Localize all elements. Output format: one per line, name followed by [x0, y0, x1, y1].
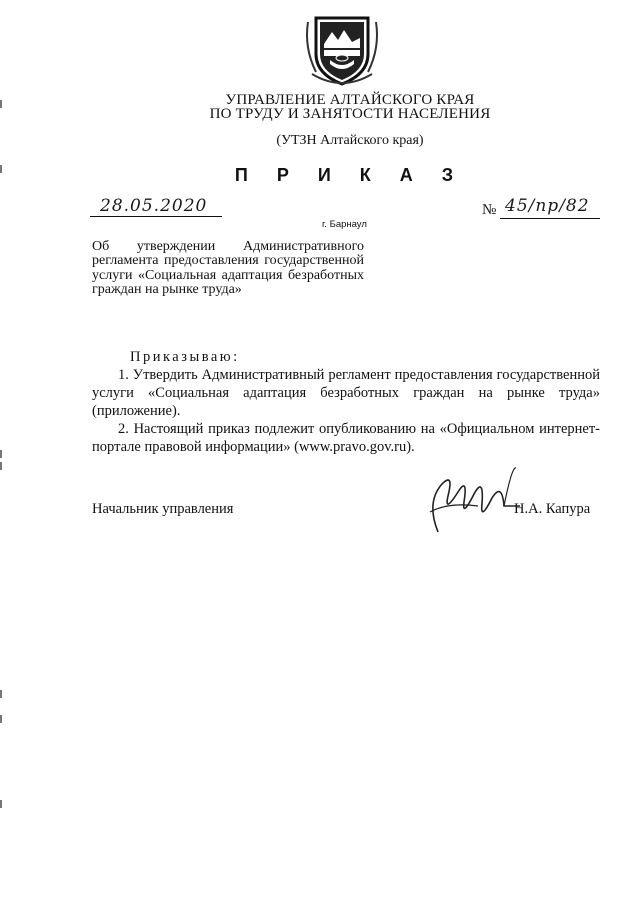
signatory-name: Н.А. Капура — [514, 501, 591, 517]
order-item-1: 1. Утвердить Административный регламент предоставления государственной услуги «Социальная адаптация безработных граждан на рынке труда» (приложение). — [92, 367, 600, 419]
org-name-line1: УПРАВЛЕНИЕ АЛТАЙСКОГО КРАЯ — [225, 92, 475, 108]
coat-of-arms-emblem — [302, 8, 382, 88]
scan-margin-mark — [0, 690, 2, 698]
signatory-title: Начальник управления — [92, 501, 234, 517]
scan-margin-mark — [0, 165, 2, 173]
scan-margin-mark — [0, 100, 2, 108]
org-abbreviation: (УТЗН Алтайского края) — [276, 133, 424, 148]
document-type-title: П Р И К А З — [234, 165, 466, 185]
scan-margin-mark — [0, 450, 2, 458]
order-subject: Об утверждении Административного регламента предоставления государственной услуги «Социальная адаптация безработных граждан на рынке труда» — [92, 239, 364, 298]
number-underline — [500, 218, 600, 219]
number-label: № — [482, 202, 497, 218]
handwritten-number: 45/пр/82 — [505, 196, 590, 216]
date-underline — [90, 216, 222, 217]
city-name: г. Барнаул — [322, 219, 367, 230]
order-body — [92, 348, 600, 456]
handwritten-date: 28.05.2020 — [100, 196, 208, 216]
handwritten-signature — [408, 462, 528, 542]
scan-margin-mark — [0, 715, 2, 723]
scan-margin-mark — [0, 800, 2, 808]
org-name-line2: ПО ТРУДУ И ЗАНЯТОСТИ НАСЕЛЕНИЯ — [209, 106, 491, 122]
order-item-2: 2. Настоящий приказ подлежит опубликованию на «Официальном интернет-портале правовой информации» (www.pravo.gov.ru). — [92, 421, 600, 455]
order-command-word: Приказываю: — [130, 349, 240, 365]
scan-margin-mark — [0, 462, 2, 470]
